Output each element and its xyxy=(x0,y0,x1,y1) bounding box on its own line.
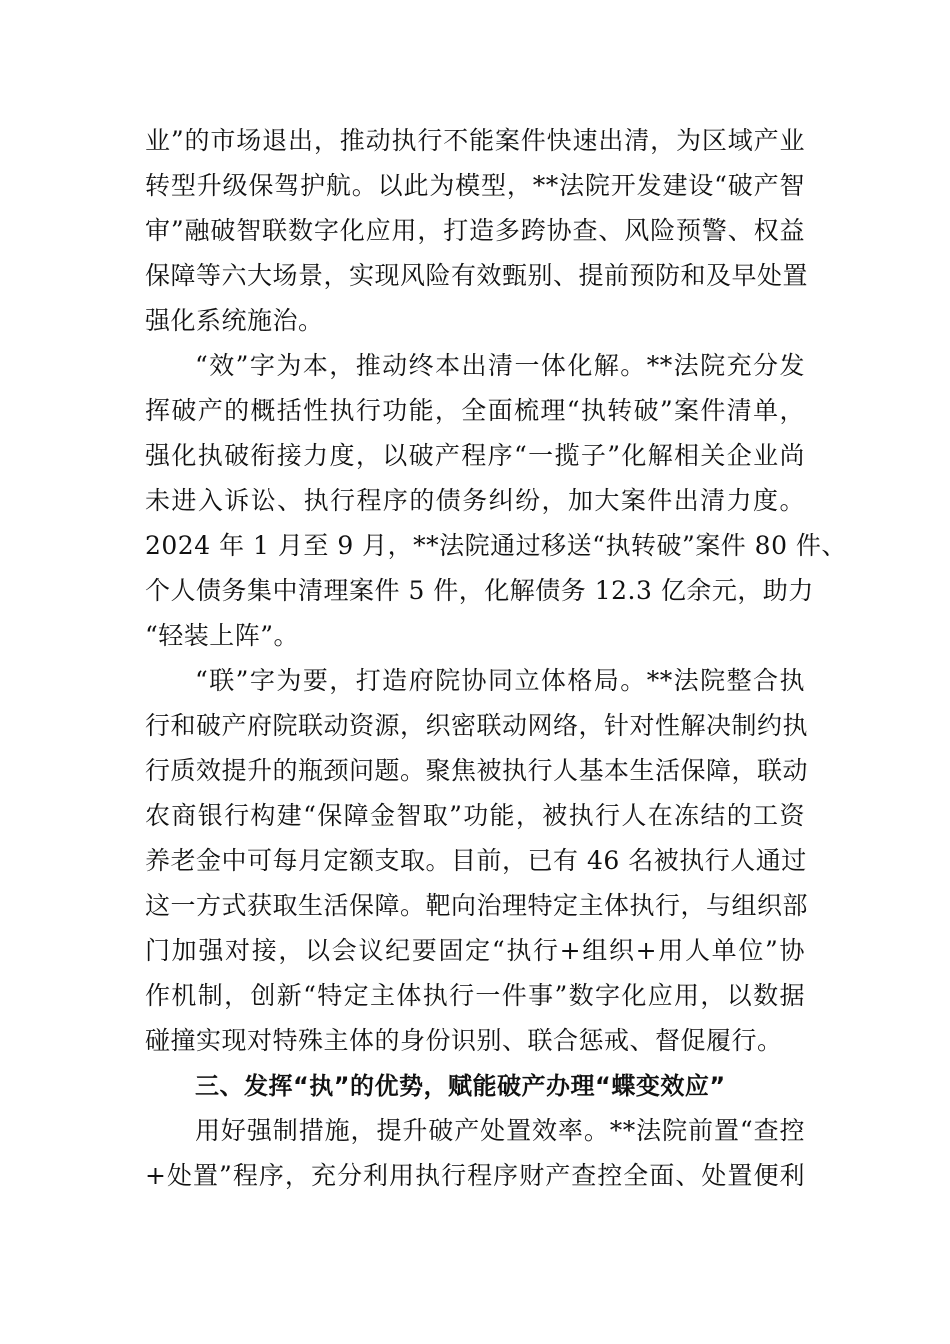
paragraph-line: 审”融破智联数字化应用，打造多跨协查、风险预警、权益 xyxy=(145,216,805,245)
paragraph-line: 强化系统施治。 xyxy=(145,306,324,335)
paragraph-line: 个人债务集中清理案件 5 件，化解债务 12.3 亿余元，助力 xyxy=(145,576,814,605)
paragraph-line: 养老金中可每月定额支取。目前，已有 46 名被执行人通过 xyxy=(145,846,807,875)
paragraph-line: “效”字为本，推动终本出清一体化解。**法院充分发 xyxy=(195,351,805,380)
paragraph-line: 业”的市场退出，推动执行不能案件快速出清，为区域产业 xyxy=(145,126,805,155)
paragraph-line: “轻装上阵”。 xyxy=(145,621,300,650)
paragraph-line: 这一方式获取生活保障。靶向治理特定主体执行，与组织部 xyxy=(145,891,809,920)
paragraph-line: 2024 年 1 月至 9 月，**法院通过移送“执转破”案件 80 件、 xyxy=(145,531,847,560)
paragraph-line: 行和破产府院联动资源，织密联动网络，针对性解决制约执 xyxy=(145,711,809,740)
paragraph-line: 转型升级保驾护航。以此为模型，**法院开发建设“破产智 xyxy=(145,171,805,200)
paragraph-line: 作机制，创新“特定主体执行一件事”数字化应用，以数据 xyxy=(145,981,805,1010)
paragraph-line: 行质效提升的瓶颈问题。聚焦被执行人基本生活保障，联动 xyxy=(145,756,809,785)
paragraph-line: 未进入诉讼、执行程序的债务纠纷，加大案件出清力度。 xyxy=(145,486,805,515)
paragraph-line: 门加强对接，以会议纪要固定“执行+组织+用人单位”协 xyxy=(145,936,805,965)
paragraph-line: 强化执破衔接力度，以破产程序“一揽子”化解相关企业尚 xyxy=(145,441,805,470)
paragraph-line: 农商银行构建“保障金智取”功能，被执行人在冻结的工资 xyxy=(145,801,805,830)
paragraph-line: 用好强制措施，提升破产处置效率。**法院前置“查控 xyxy=(195,1116,805,1145)
paragraph-line: 挥破产的概括性执行功能，全面梳理“执转破”案件清单， xyxy=(145,396,805,425)
section-heading: 三、发挥“执”的优势，赋能破产办理“蝶变效应” xyxy=(195,1072,726,1100)
paragraph-line: “联”字为要，打造府院协同立体格局。**法院整合执 xyxy=(195,666,805,695)
paragraph-line: 碰撞实现对特殊主体的身份识别、联合惩戒、督促履行。 xyxy=(145,1026,783,1055)
paragraph-line: +处置”程序，充分利用执行程序财产查控全面、处置便利 xyxy=(145,1161,805,1190)
paragraph-line: 保障等六大场景，实现风险有效甄别、提前预防和及早处置 xyxy=(145,261,809,290)
